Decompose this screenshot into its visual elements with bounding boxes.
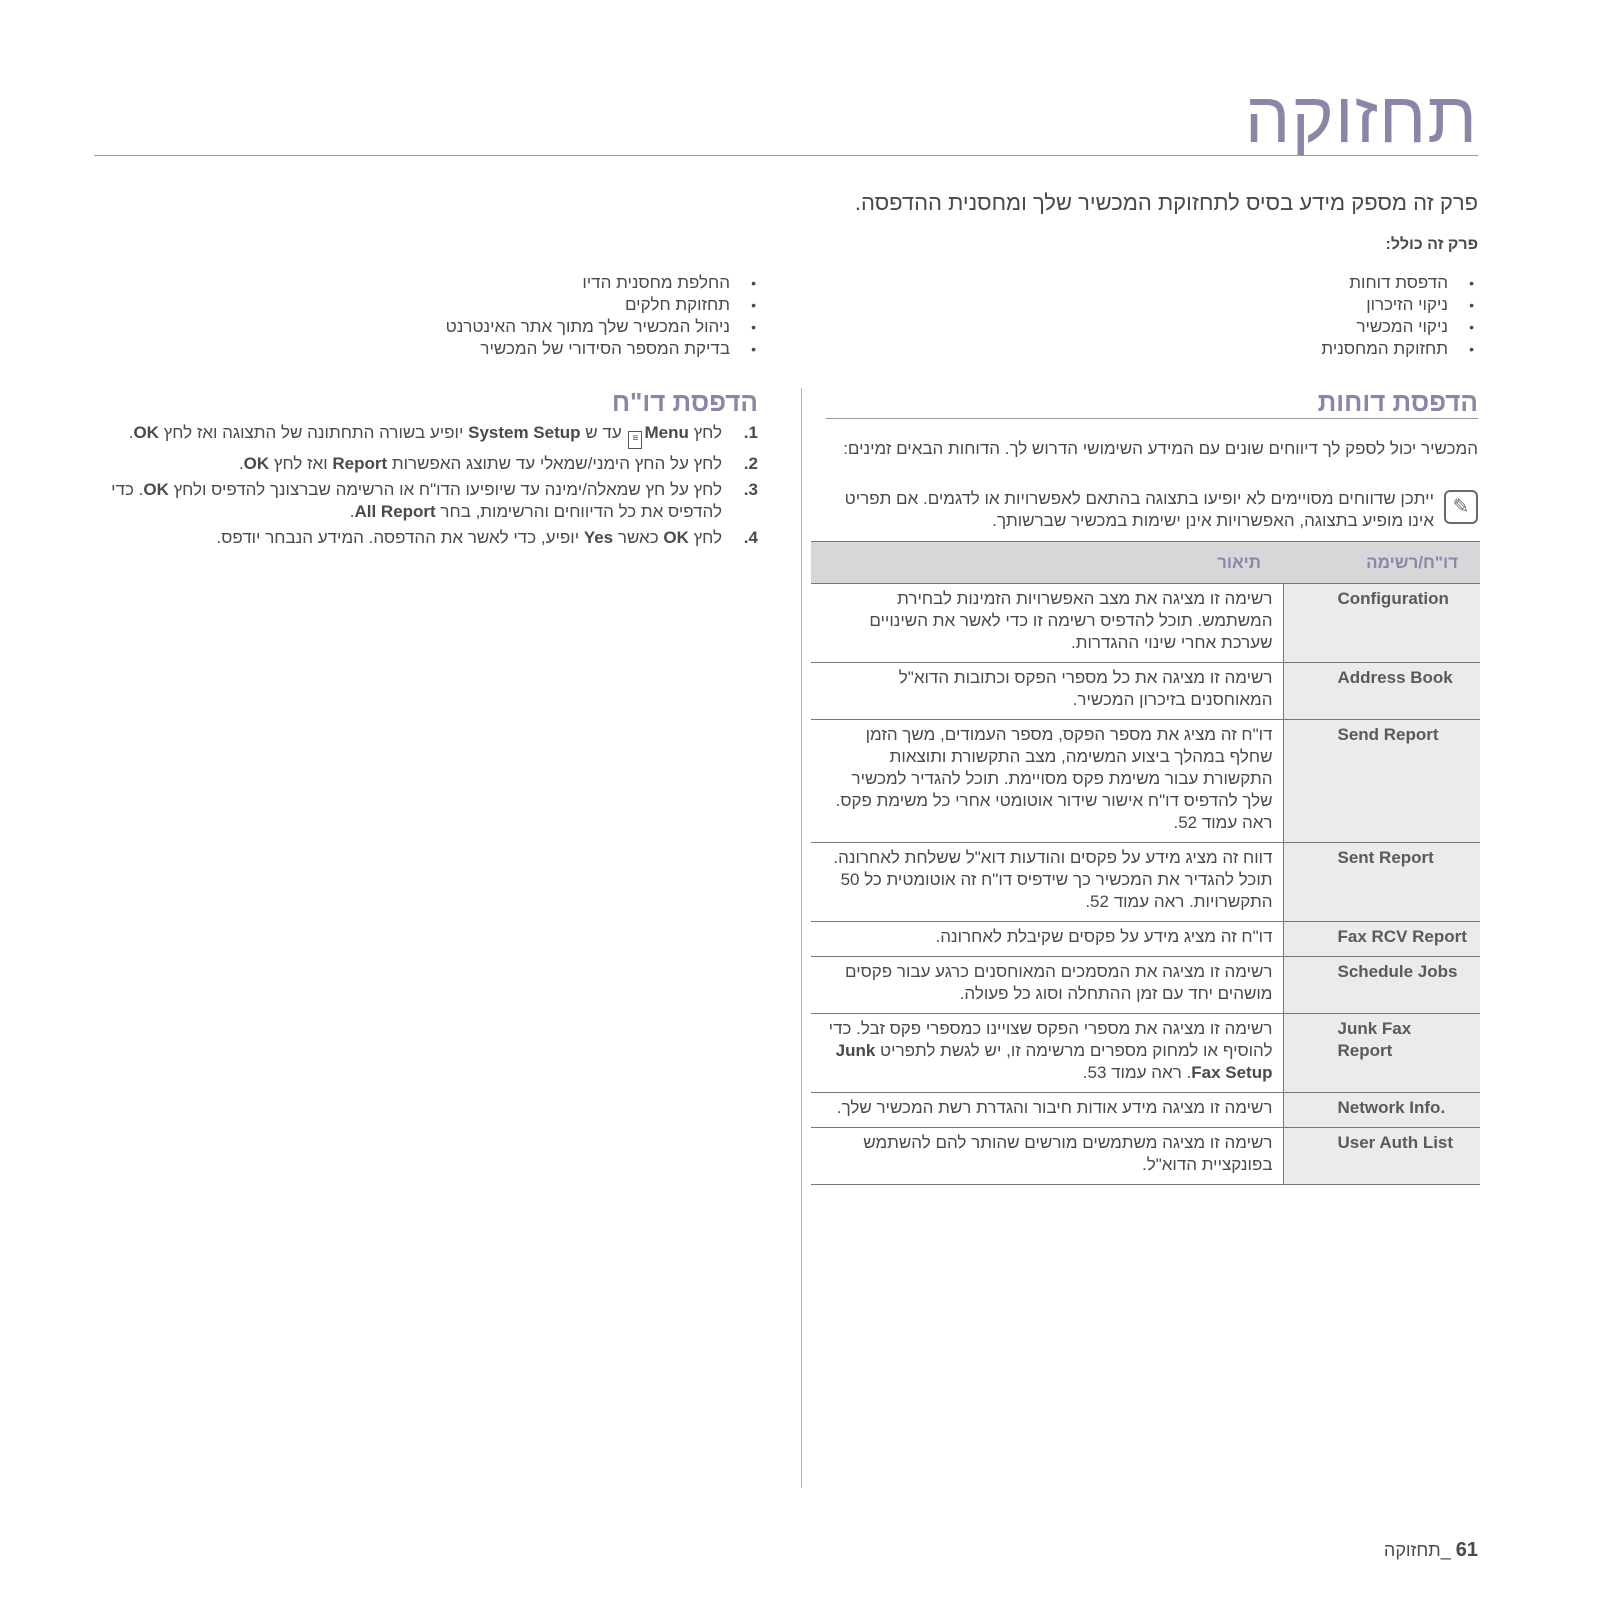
table-row [811, 957, 1480, 1014]
step-key-label: Yes [583, 528, 614, 547]
step-text: . [349, 502, 355, 521]
step-text: ואז לחץ [269, 454, 333, 473]
step-key-label: System Setup [468, 423, 581, 442]
report-name: Address Book [1283, 663, 1480, 720]
table-row [811, 922, 1480, 957]
step-key-label: OK [133, 423, 159, 442]
step-text: . [128, 423, 134, 442]
report-description: דו"ח זה מציג מידע על פקסים שקיבלת לאחרונה. [811, 922, 1283, 957]
step-key-label: OK [663, 528, 689, 547]
step-text: . כדי להדפיס את כל הדיווחים והרשימות, בחר [111, 480, 722, 521]
report-name: Junk Fax Report [1283, 1014, 1480, 1093]
report-name: Configuration [1283, 584, 1480, 663]
report-name: Send Report [1283, 720, 1480, 843]
report-name: Network Info. [1283, 1093, 1480, 1128]
section-rule [826, 418, 1478, 419]
reports-intro: המכשיר יכול לספק לך דיווחים שונים עם המידע השימושי הדרוש לך. הדוחות הבאים זמינים: [843, 439, 1478, 458]
report-description: רשימה זו מציגה את מצב האפשרויות הזמינות לבחירת המשתמש. תוכל להדפיס רשימה זו כדי לאשר את השינויים שערכת אחרי שינוי ההגדרות. [811, 584, 1283, 663]
page-footer [1384, 1539, 1478, 1562]
header-description: תיאור [811, 542, 1283, 584]
section-title-print-report: הדפסת דו"ח [611, 387, 758, 417]
toc-item[interactable]: • ניקוי הזיכרון [1321, 294, 1478, 316]
title-rule [94, 155, 1478, 156]
report-description: רשימה זו מציגה מידע אודות חיבור והגדרת רשת המכשיר שלך. [811, 1093, 1283, 1128]
step-number: 2. [743, 454, 758, 473]
step-key-label: Report [332, 454, 388, 473]
toc-item[interactable]: • תחזוקת המחסנית [1321, 338, 1478, 360]
column-divider [801, 388, 802, 1488]
report-name: Schedule Jobs [1283, 957, 1480, 1014]
table-row [811, 584, 1480, 663]
menu-key-icon: ≡ [628, 431, 642, 449]
toc-item[interactable]: • הדפסת דוחות [1321, 272, 1478, 294]
toc-right [1321, 272, 1478, 360]
step-key-label: OK [143, 480, 169, 499]
toc-item[interactable]: • ניקוי המכשיר [1321, 316, 1478, 338]
report-name: Fax RCV Report [1283, 922, 1480, 957]
step-text: . [238, 454, 244, 473]
page-number: 61 [1455, 1539, 1478, 1561]
toc-item[interactable]: • החלפת מחסנית הדיו [446, 272, 760, 294]
step-text: כאשר [613, 528, 664, 547]
note-icon: ✎ [1444, 490, 1478, 524]
step-key-label: OK [243, 454, 270, 473]
toc-left [446, 272, 760, 360]
step-item [108, 422, 758, 449]
step-number: 3. [743, 480, 758, 499]
step-key-label: All Report [354, 502, 436, 521]
section-title-print-reports: הדפסת דוחות [1317, 387, 1478, 417]
step-item [108, 527, 758, 549]
table-row [811, 1128, 1480, 1185]
step-item [108, 453, 758, 475]
step-text: לחץ על חץ שמאלה/ימינה עד שיופיעו הדו"ח או הרשימה שברצונך להדפיס ולחץ [168, 480, 722, 499]
page-title: תחזוקה [1244, 78, 1478, 158]
toc-item[interactable]: • בדיקת המספר הסידורי של המכשיר [446, 338, 760, 360]
step-text: לחץ על החץ הימני/שמאלי עד שתוצג האפשרות [387, 454, 722, 473]
table-row [811, 1014, 1480, 1093]
toc-item[interactable]: • תחזוקת חלקים [446, 294, 760, 316]
desc-text: רשימה זו מציגה את מספרי הפקס שצויינו כמספרי פקס זבל. כדי להוסיף או למחוק מספרים מרשימה זו, יש לגשת לתפריט [828, 1019, 1273, 1060]
table-header-row [811, 542, 1480, 584]
note-text: ייתכן שדווחים מסויימים לא יופיעו בתצוגה בהתאם לאפשרויות או לדגמים. אם תפריט אינו מופיע בתצוגה, האפשרויות אינן ישימות במכשיר שברשותך. [844, 489, 1434, 530]
report-description [811, 1014, 1283, 1093]
report-description: דווח זה מציג מידע על פקסים והודעות דוא"ל ששלחת לאחרונה. תוכל להגדיר את המכשיר כך שידפיס דו"ח זה אוטומטית כל 50 התקשרויות. ראה עמוד 52. [811, 843, 1283, 922]
step-text: לחץ [688, 528, 722, 547]
note-box [828, 488, 1478, 532]
desc-menu-name: Junk Fax Setup [835, 1041, 1273, 1082]
table-row [811, 663, 1480, 720]
chapter-intro: פרק זה מספק מידע בסיס לתחזוקת המכשיר שלך ומחסנית ההדפסה. [854, 190, 1478, 215]
table-row [811, 1093, 1480, 1128]
report-description: רשימה זו מציגה את כל מספרי הפקס וכתובות הדוא"ל המאוחסנים בזיכרון המכשיר. [811, 663, 1283, 720]
reports-table [811, 541, 1480, 1185]
step-item [108, 479, 758, 523]
step-key-label: Menu [644, 423, 689, 442]
toc-item[interactable]: • ניהול המכשיר שלך מתוך אתר האינטרנט [446, 316, 760, 338]
steps-list [108, 422, 758, 553]
desc-text: . ראה עמוד 53. [1082, 1063, 1192, 1082]
report-description: דו"ח זה מציג את מספר הפקס, מספר העמודים, משך הזמן שחלף במהלך ביצוע המשימה, מצב התקשורת ותוצאות התקשורת עבור משימת פקס מסויימת. תוכל להגדיר למכשיר שלך להדפיס דו"ח אישור שידור אוטומטי אחרי כל משימת פקס. ראה עמוד 52. [811, 720, 1283, 843]
step-text: עד ש [580, 423, 627, 442]
report-description: רשימה זו מציגה משתמשים מורשים שהותר להם להשתמש בפונקציית הדוא"ל. [811, 1128, 1283, 1185]
step-number: 1. [743, 423, 758, 442]
report-name: User Auth List [1283, 1128, 1480, 1185]
footer-label: _תחזוקה [1383, 1540, 1451, 1560]
step-text: לחץ [688, 423, 722, 442]
table-row [811, 843, 1480, 922]
table-row [811, 720, 1480, 843]
report-description: רשימה זו מציגה את המסמכים המאוחסנים כרגע עבור פקסים מושהים יחד עם זמן ההתחלה וסוג כל פעולה. [811, 957, 1283, 1014]
step-number: 4. [743, 528, 758, 547]
report-name: Sent Report [1283, 843, 1480, 922]
contains-label: פרק זה כולל: [1385, 236, 1478, 253]
step-text: יופיע בשורה התחתונה של התצוגה ואז לחץ [158, 423, 469, 442]
header-report-list: דו"ח/רשימה [1283, 542, 1480, 584]
step-text: יופיע, כדי לאשר את ההדפסה. המידע הנבחר יודפס. [216, 528, 584, 547]
